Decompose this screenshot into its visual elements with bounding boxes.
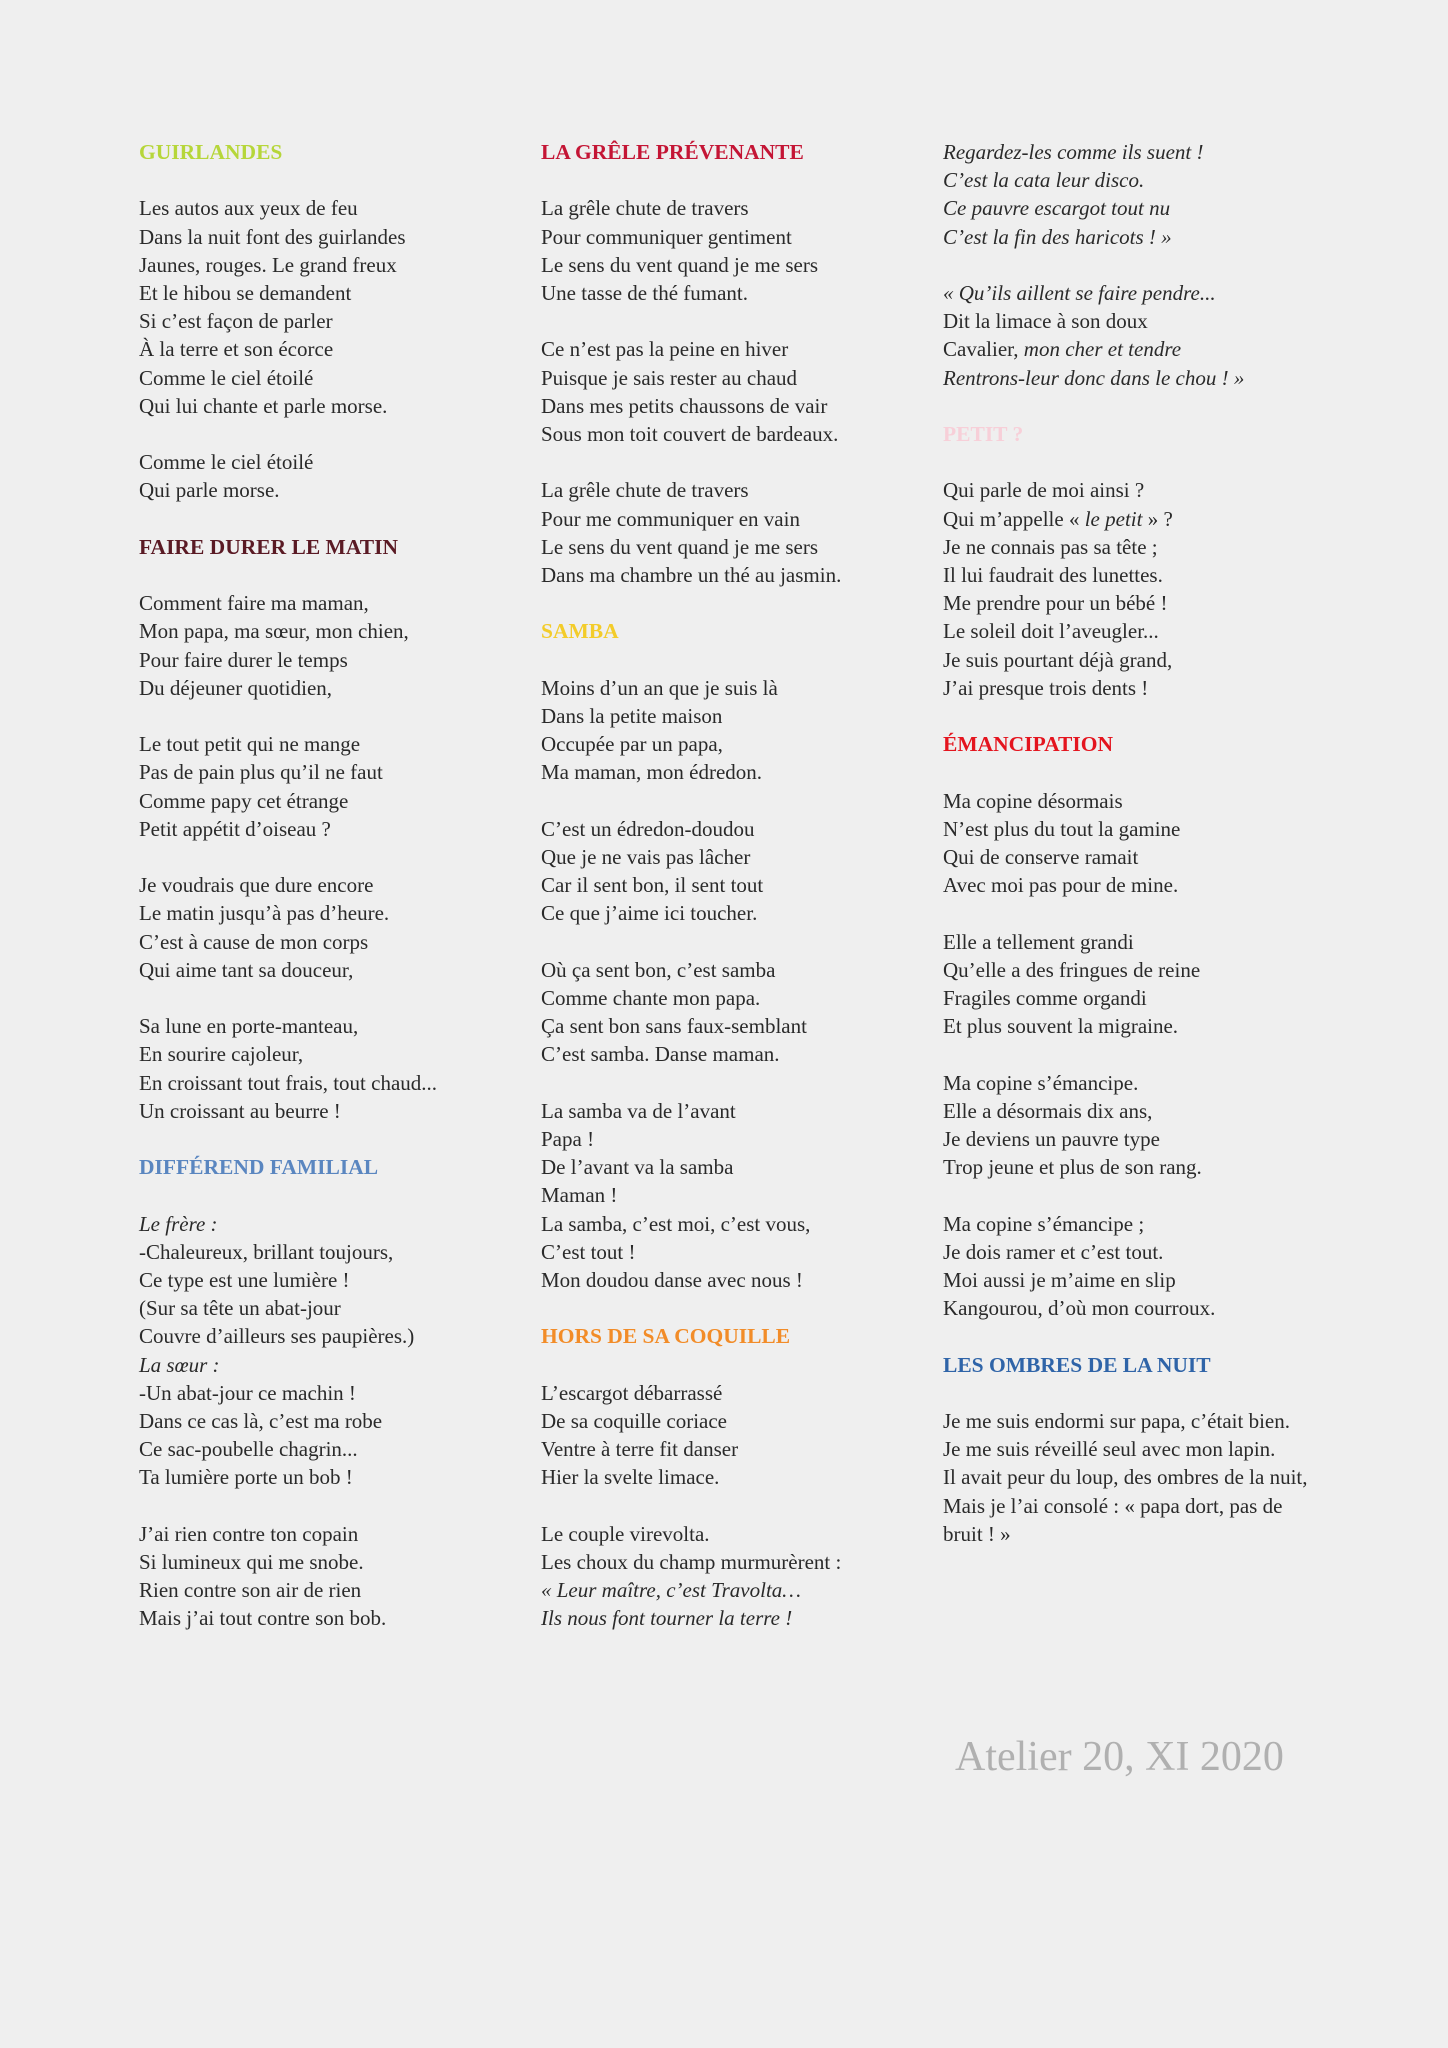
verse-line: C’est la fin des haricots ! » [943,224,1172,249]
verse-line: Dans la petite maison [541,703,723,728]
stanza [139,589,509,702]
poem-samba [541,617,911,1294]
verse-line: Je me suis endormi sur papa, c’était bien. [943,1408,1290,1433]
verse-line: Dans mes petits chaussons de vair [541,393,828,418]
verse-line: Qu’elle a des fringues de reine [943,957,1201,982]
verse-line: « Qu’ils aillent se faire pendre... [943,281,1216,305]
stanza [541,194,911,307]
verse-line: Mais j’ai tout contre son bob. [139,1606,387,1631]
stanza [139,1210,509,1492]
stanza [943,476,1323,702]
verse-line: Elle a désormais dix ans, [943,1098,1153,1123]
poem-differend-familial [139,1153,509,1632]
verse-line: C’est à cause de mon corps [139,929,369,954]
poem-title: FAIRE DURER LE MATIN [139,534,399,559]
verse-line: Dans ma chambre un thé au jasmin. [541,562,842,587]
verse-line: Je ne connais pas sa tête ; [943,534,1158,559]
verse-line: Ça sent bon sans faux-semblant [541,1014,807,1039]
verse-line: Que je ne vais pas lâcher [541,844,751,869]
poem-faire-durer-le-matin [139,533,509,1125]
verse-line: Mon papa, ma sœur, mon chien, [139,619,409,644]
stanza [541,1379,911,1492]
verse-line: Mon doudou danse avec nous ! [541,1267,803,1292]
poem-title: HORS DE SA COQUILLE [541,1324,791,1349]
poem-hors-de-sa-coquille [541,1322,911,1632]
verse-line: J’ai presque trois dents ! [943,675,1149,700]
poem-title: GUIRLANDES [139,140,283,164]
verse-line: Rentrons-leur donc dans le chou ! » [943,365,1245,390]
verse-line: La grêle chute de travers [541,196,749,221]
verse-line: Moi aussi je m’aime en slip [943,1267,1176,1292]
poem-petit [943,420,1323,702]
verse-fragment: Qui m’appelle « [943,506,1085,531]
verse-line: Une tasse de thé fumant. [541,280,749,305]
stanza [541,674,911,787]
verse-line: C’est tout ! [541,1239,636,1264]
stanza [541,476,911,589]
verse-line: Ce que j’aime ici toucher. [541,901,758,926]
speaker-label: La sœur : [139,1352,220,1377]
poem-title: LES OMBRES DE LA NUIT [943,1352,1211,1377]
verse-line: Comme le ciel étoilé [139,365,314,390]
footer-signature: Atelier 20, XI 2020 [955,1734,1284,1780]
verse-line: La samba va de l’avant [541,1098,736,1123]
verse-line: Occupée par un papa, [541,732,723,757]
verse-line: À la terre et son écorce [139,337,334,362]
verse-line: Si c’est façon de parler [139,309,333,334]
verse-line: La grêle chute de travers [541,478,749,503]
verse-fragment: le petit [1084,506,1143,531]
stanza [139,730,509,843]
verse-line: Avec moi pas pour de mine. [943,873,1179,898]
verse-line: Rien contre son air de rien [139,1578,362,1603]
verse-line: (Sur sa tête un abat-jour [139,1296,341,1321]
verse-line: Comment faire ma maman, [139,591,369,616]
verse-line: C’est la cata leur disco. [943,168,1145,193]
verse-line: En croissant tout frais, tout chaud... [139,1070,438,1095]
verse-line: Et le hibou se demandent [139,280,352,305]
poem-hors-de-sa-coquille-continued [943,138,1323,392]
verse-line: Le tout petit qui ne mange [139,732,361,757]
stanza [541,1520,911,1633]
verse-line: De l’avant va la samba [541,1155,734,1180]
stanza [943,1069,1323,1182]
stanza [541,1097,911,1294]
verse-line: Et plus souvent la migraine. [943,1014,1179,1039]
verse-line: C’est un édredon-doudou [541,816,755,841]
verse-line: Un croissant au beurre ! [139,1098,341,1123]
verse-line: Ce type est une lumière ! [139,1267,350,1292]
verse-line: Qui parle morse. [139,478,280,503]
stanza [943,787,1323,900]
verse-line: Kangourou, d’où mon courroux. [943,1296,1216,1321]
verse-line: Qui de conserve ramait [943,844,1139,869]
verse-line: Fragiles comme organdi [943,985,1147,1010]
verse-line: Elle a tellement grandi [943,929,1134,954]
verse-line: Les choux du champ murmurèrent : [541,1549,842,1574]
verse-line: Maman ! [541,1183,618,1208]
stanza [943,928,1323,1041]
poem-title: PETIT ? [943,422,1024,446]
poem-title: SAMBA [541,619,619,644]
verse-line: Ce n’est pas la peine en hiver [541,337,789,362]
verse-line: Ma maman, mon édredon. [541,760,763,785]
verse-line: Pour communiquer gentiment [541,224,792,249]
verse-fragment: mon cher et tendre [1023,337,1182,362]
verse-line: Pas de pain plus qu’il ne faut [139,760,383,785]
poem-guirlandes [139,138,509,505]
verse-line: Dit la limace à son doux [943,309,1148,334]
verse-line: Le sens du vent quand je me sers [541,252,819,277]
column-1 [139,138,509,1661]
verse-line [943,505,1323,533]
verse-line: Je suis pourtant déjà grand, [943,647,1173,672]
verse-line: Ma copine désormais [943,788,1123,813]
verse-line: Puisque je sais rester au chaud [541,365,798,390]
verse-line: De sa coquille coriace [541,1408,727,1433]
verse-line: Il avait peur du loup, des ombres de la nuit, [943,1465,1308,1490]
stanza [541,335,911,448]
verse-line: Pour me communiquer en vain [541,506,800,531]
verse-line: L’escargot débarrassé [541,1380,723,1405]
verse-line: Ta lumière porte un bob ! [139,1465,353,1490]
stanza [139,871,509,984]
speaker-label: Le frère : [139,1211,218,1236]
stanza [541,815,911,928]
verse-fragment: » ? [1142,506,1173,531]
verse-line: Ventre à terre fit danser [541,1437,739,1462]
verse-line: Le sens du vent quand je me sers [541,534,819,559]
poem-title: ÉMANCIPATION [943,732,1114,757]
verse-line: Le soleil doit l’aveugler... [943,619,1159,644]
verse-line: Moins d’un an que je suis là [541,675,778,700]
verse-line: J’ai rien contre ton copain [139,1521,359,1546]
verse-line: Où ça sent bon, c’est samba [541,957,776,982]
verse-line: Je me suis réveillé seul avec mon lapin. [943,1437,1276,1462]
verse-line: Comme papy cet étrange [139,788,349,813]
verse-line: Trop jeune et plus de son rang. [943,1155,1202,1180]
verse-line: Je voudrais que dure encore [139,873,374,898]
verse-line: Le matin jusqu’à pas d’heure. [139,901,390,926]
stanza [139,1012,509,1125]
stanza [139,194,509,420]
verse-line: Pour faire durer le temps [139,647,348,672]
poem-les-ombres-de-la-nuit [943,1351,1323,1548]
stanza [541,956,911,1069]
verse-line: Il lui faudrait des lunettes. [943,562,1163,587]
stanza [943,1407,1323,1548]
verse-line: Ma copine s’émancipe. [943,1070,1139,1095]
poem-emancipation [943,730,1323,1322]
verse-line: Si lumineux qui me snobe. [139,1549,364,1574]
verse-line: Ce sac-poubelle chagrin... [139,1437,358,1462]
stanza [943,279,1323,392]
poem-la-grele-prevenante [541,138,911,589]
verse-line: Ma copine s’émancipe ; [943,1211,1145,1236]
verse-line: -Un abat-jour ce machin ! [139,1380,356,1405]
column-2 [541,138,911,1661]
verse-line: Me prendre pour un bébé ! [943,591,1168,616]
verse-line: Ce pauvre escargot tout nu [943,196,1171,221]
verse-line: Couvre d’ailleurs ses paupières.) [139,1324,415,1349]
stanza [139,1520,509,1633]
verse-line: Qui aime tant sa douceur, [139,957,354,982]
poem-title: LA GRÊLE PRÉVENANTE [541,140,804,164]
verse-line: Le couple virevolta. [541,1521,710,1546]
verse-line: Comme chante mon papa. [541,985,761,1010]
verse-line: En sourire cajoleur, [139,1042,304,1067]
verse-line: « Leur maître, c’est Travolta… [541,1578,801,1603]
verse-line: Je deviens un pauvre type [943,1126,1160,1151]
stanza [139,448,509,504]
verse-line: Papa ! [541,1126,595,1151]
verse-line: Qui parle de moi ainsi ? [943,478,1145,503]
verse-line: Sa lune en porte-manteau, [139,1014,359,1039]
verse-fragment: Cavalier, [943,337,1024,362]
poem-title: DIFFÉREND FAMILIAL [139,1155,379,1180]
verse-line: Sous mon toit couvert de bardeaux. [541,421,839,446]
verse-line: Je dois ramer et c’est tout. [943,1239,1164,1264]
verse-line: Comme le ciel étoilé [139,450,314,475]
verse-line: Dans ce cas là, c’est ma robe [139,1408,383,1433]
stanza [943,1210,1323,1323]
verse-line: -Chaleureux, brillant toujours, [139,1239,394,1264]
verse-line: Ils nous font tourner la terre ! [541,1606,793,1631]
stanza [943,138,1323,251]
verse-line: C’est samba. Danse maman. [541,1042,780,1067]
verse-line: Dans la nuit font des guirlandes [139,224,406,249]
verse-line: Du déjeuner quotidien, [139,675,333,700]
verse-line: Jaunes, rouges. Le grand freux [139,252,397,277]
verse-line: Car il sent bon, il sent tout [541,873,764,898]
verse-line: Qui lui chante et parle morse. [139,393,388,418]
verse-line: Hier la svelte limace. [541,1465,720,1490]
verse-line: La samba, c’est moi, c’est vous, [541,1211,811,1236]
verse-line: Petit appétit d’oiseau ? [139,816,331,841]
verse-line [943,335,1323,363]
verse-line: Les autos aux yeux de feu [139,196,358,221]
verse-line: Mais je l’ai consolé : « papa dort, pas de bruit ! » [943,1493,1283,1546]
verse-line: N’est plus du tout la gamine [943,816,1181,841]
verse-line: Regardez-les comme ils suent ! [943,140,1204,164]
column-3 [943,138,1323,1576]
